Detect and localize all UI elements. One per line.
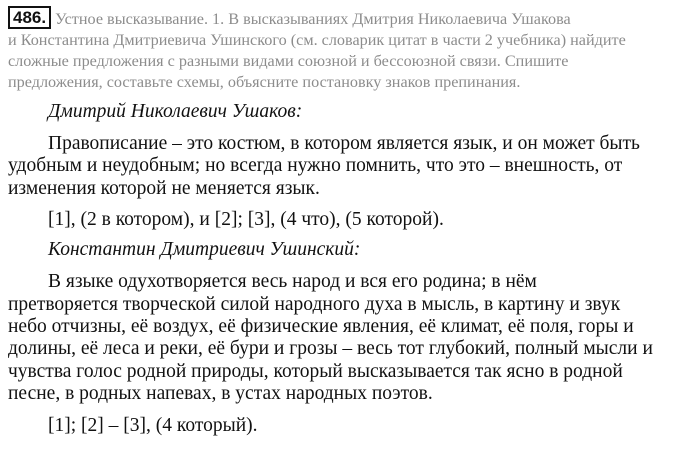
quote-line: В языке одухотворяется весь народ и вся его родина; в нём: [48, 271, 537, 293]
textbook-page: [8, 6, 694, 439]
sentence-scheme-ushakov: [1], (2 в котором), и [2]; [3], (4 что), (5 которой).: [48, 209, 444, 231]
task-line: сложные предложения с разными видами союзной и бессоюзной связи. Спишите: [8, 52, 569, 70]
exercise-number: 486.: [8, 6, 51, 29]
quote-line: изменения которой не меняется язык.: [8, 177, 320, 199]
quote-line: Правописание – это костюм, в котором является язык, и он может быть: [48, 133, 640, 154]
quote-line: долины, её леса и реки, её бури и грозы – весь тот глубокий, полный мысли и: [8, 338, 653, 360]
quote-text-ushakov: [8, 133, 694, 200]
quote-line: претворяется творческой силой народного духа в мысль, в картину и звук: [8, 293, 621, 315]
task-line: и Константина Дмитриевича Ушинского (см. словарик цитат в части 2 учебника) найдите: [8, 31, 626, 49]
exercise-task: [8, 6, 694, 93]
quote-line: чувства голос родной природы, который высказывается так ясно в родной: [8, 360, 623, 382]
quote-author-ushinsky: Константин Дмитриевич Ушинский:: [48, 239, 361, 261]
task-line: Устное высказывание. 1. В высказываниях Дмитрия Николаевича Ушакова: [55, 10, 571, 28]
quote-line: песне, в родных напевах, в устах народных поэтов.: [8, 383, 433, 405]
quote-line: небо отчизны, её воздух, её физические явления, её климат, её поля, горы и: [8, 316, 634, 338]
sentence-scheme-ushinsky: [1]; [2] – [3], (4 который).: [48, 414, 258, 436]
quote-line: удобным и неудобным; но всегда нужно помнить, что это – внешность, от: [8, 155, 623, 177]
quote-author-ushakov: Дмитрий Николаевич Ушаков:: [48, 101, 303, 122]
quote-text-ushinsky: [8, 271, 694, 405]
task-line: предложения, составьте схемы, объясните постановку знаков препинания.: [8, 73, 521, 91]
